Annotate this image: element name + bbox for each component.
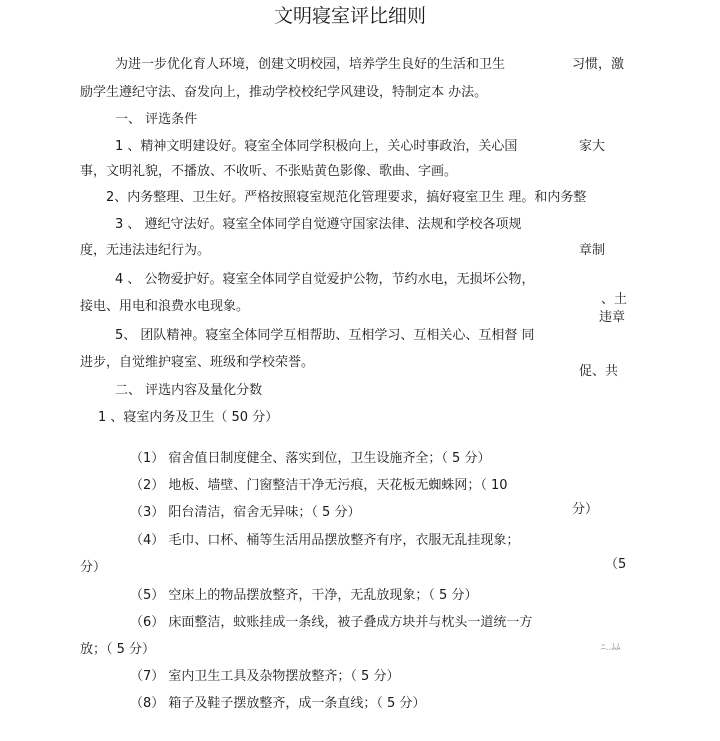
- criterion-1-side: 家大: [579, 139, 606, 154]
- criterion-3-line-1: 3 、 遵纪守法好。寝室全体同学自觉遵守国家法律、法规和学校各项规: [115, 217, 522, 232]
- item-6-continued: 放；（ 5 分）: [80, 642, 156, 657]
- item-4-continued: 分）: [80, 560, 107, 575]
- intro-line-2: 励学生遵纪守法、奋发向上，推动学校校纪学风建设，特制定本 办法。: [80, 85, 488, 100]
- item-5: （5） 空床上的物品摆放整齐，干净，无乱放现象；（ 5 分）: [130, 588, 478, 603]
- criterion-3-side: 章制: [579, 243, 606, 258]
- criterion-4-side-a: 、土: [601, 292, 628, 307]
- criterion-5-line-1: 5、 团队精神。寝室全体同学互相帮助、互相学习、互相关心、互相督 同: [115, 328, 535, 343]
- item-6-side: ﾆ‥ﾑﾑ: [601, 643, 621, 653]
- item-3: （3） 阳台清洁，宿舍无异味；（ 5 分）: [130, 505, 361, 520]
- item-2: （2） 地板、墙壁、门窗整洁干净无污痕，天花板无蜘蛛网；（ 10: [130, 478, 508, 493]
- section-2-heading: 二、 评选内容及量化分数: [115, 383, 263, 398]
- criterion-5-side: 促、共: [579, 364, 619, 379]
- intro-line-1: 为进一步优化育人环境，创建文明校园，培养学生良好的生活和卫生: [115, 57, 506, 72]
- criterion-1-line-1: 1 、精神文明建设好。寝室全体同学积极向上，关心时事政治，关心国: [115, 139, 518, 154]
- criterion-1-line-2: 事，文明礼貌，不播放、不收听、不张贴黄色影像、歌曲、字画。: [80, 164, 458, 179]
- page-title: 文明寝室评比细则: [274, 5, 427, 27]
- criterion-4-side-b: 违章: [599, 310, 626, 325]
- criterion-4-line-1: 4 、 公物爱护好。寝室全体同学自觉爱护公物，节约水电，无损坏公物，: [115, 272, 535, 287]
- criterion-3-line-2: 度，无违法违纪行为。: [80, 243, 211, 258]
- criterion-4-line-2: 接电、用电和浪费水电现象。: [80, 299, 250, 314]
- item-4: （4） 毛巾、口杯、桶等生活用品摆放整齐有序，衣服无乱挂现象；: [130, 533, 520, 548]
- item-6: （6） 床面整洁，蚊账挂成一条线，被子叠成方块并与枕头一道统一方: [130, 615, 533, 630]
- subsection-1-heading: 1 、寝室内务及卫生（ 50 分）: [98, 410, 279, 425]
- item-4-side: （5: [605, 557, 627, 572]
- item-7: （7） 室内卫生工具及杂物摆放整齐；（ 5 分）: [130, 669, 400, 684]
- item-1: （1） 宿舍值日制度健全、落实到位，卫生设施齐全；（ 5 分）: [130, 451, 491, 466]
- intro-side-text: 习惯，激: [572, 57, 625, 72]
- criterion-5-line-2: 进步，自觉维护寝室、班级和学校荣誉。: [80, 355, 315, 370]
- item-8: （8） 箱子及鞋子摆放整齐，成一条直线；（ 5 分）: [130, 696, 426, 711]
- section-1-heading: 一、 评选条件: [115, 112, 198, 127]
- item-2-side: 分）: [572, 502, 599, 517]
- criterion-2-line: 2、内务整理、卫生好。严格按照寝室规范化管理要求，搞好寝室卫生 理。和内务整: [106, 190, 587, 205]
